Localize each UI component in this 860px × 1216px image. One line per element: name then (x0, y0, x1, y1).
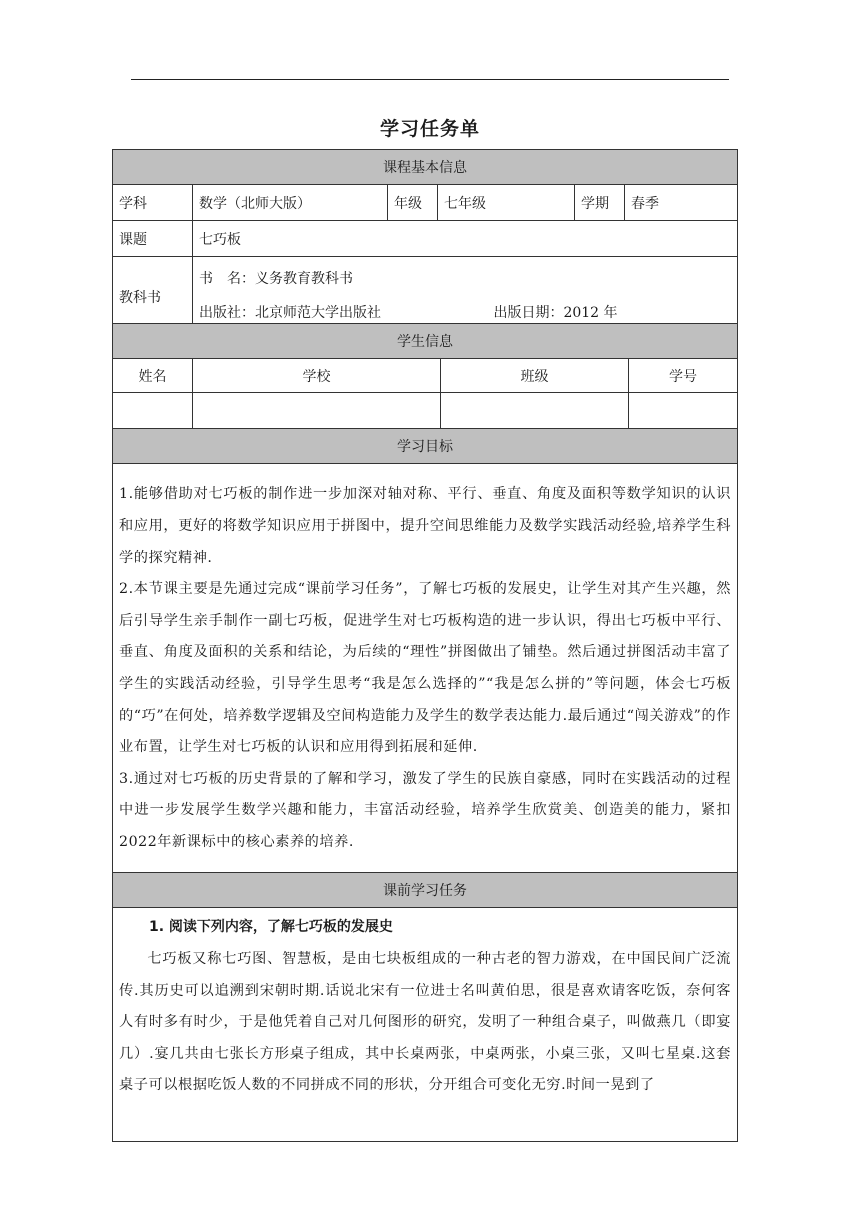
class-field[interactable] (441, 393, 629, 429)
school-field[interactable] (193, 393, 441, 429)
grade-label: 年级 (388, 185, 438, 221)
task-text: 七巧板又称七巧图、智慧板，是由七块板组成的一种古老的智力游戏，在中国民间广泛流传.其历史可以追溯到宋朝时期.话说北宋有一位进士名叫黄伯思，很是喜欢请客吃饭，奈何客人有时多有时少，于是他凭着自己对几何图形的研究，发明了一种组合桌子，叫做燕几（即宴几）.宴几共由七张长方形桌子组成，其中长桌两张，中桌两张，小桌三张，又叫七星桌.这套桌子可以根据吃饭人数的不同拼成不同的形状，分开组合可变化无穷.时间一晃到了 (119, 951, 731, 1094)
course-info-section: 课程基本信息 (113, 150, 738, 185)
publisher: 出版社：北京师范大学出版社 (199, 305, 381, 321)
subject-value: 数学（北师大版） (193, 185, 388, 221)
objective-item: 2.本节课主要是先通过完成“课前学习任务”，了解七巧板的发展史，让学生对其产生兴趣，然后引导学生亲手制作一副七巧板，促进学生对七巧板构造的进一步认识，得出七巧板中平行、垂直、角度及面积的关系和结论，为后续的“理性”拼图做出了铺垫。然后通过拼图活动丰富了学生的实践活动经验，引导学生思考“我是怎么选择的”“我是怎么拼的”等问题，体会七巧板的“巧”在何处，培养数学逻辑及空间构造能力及学生的数学表达能力.最后通过“闯关游戏”的作业布置，让学生对七巧板的认识和应用得到拓展和延伸. (119, 581, 731, 756)
task-sheet-table (112, 149, 738, 334)
student-info-table (112, 323, 738, 1142)
school-header: 学校 (193, 359, 441, 393)
textbook-row (113, 257, 738, 334)
term-value: 春季 (625, 185, 738, 221)
objective-item: 1.能够借助对七巧板的制作进一步加深对轴对称、平行、垂直、角度及面积等数学知识的认识和应用，更好的将数学知识应用于拼图中，提升空间思维能力及数学实践活动经验,培养学生科学的探究精神. (119, 486, 731, 566)
student-info-section: 学生信息 (113, 324, 738, 359)
pre-class-header-row (113, 873, 738, 908)
student-values-row (113, 393, 738, 429)
objectives-content (113, 464, 738, 873)
grade-value: 七年级 (438, 185, 575, 221)
subject-label: 学科 (113, 185, 193, 221)
objectives-row (113, 464, 738, 873)
objectives-section: 学习目标 (113, 429, 738, 464)
pre-class-content (113, 908, 738, 1142)
student-id-field[interactable] (629, 393, 738, 429)
name-field[interactable] (113, 393, 193, 429)
objective-item: 3.通过对七巧板的历史背景的了解和学习，激发了学生的民族自豪感，同时在实践活动的过程中进一步发展学生数学兴趣和能力，丰富活动经验，培养学生欣赏美、创造美的能力，紧扣2022年新课标中的核心素养的培养. (119, 770, 731, 850)
textbook-label: 教科书 (113, 257, 193, 334)
name-header: 姓名 (113, 359, 193, 393)
book-name: 书 名：义务教育教科书 (199, 271, 353, 287)
topic-row (113, 221, 738, 257)
student-columns-row (113, 359, 738, 393)
student-id-header: 学号 (629, 359, 738, 393)
pre-class-row (113, 908, 738, 1142)
student-info-header-row (113, 324, 738, 359)
pre-class-section: 课前学习任务 (113, 873, 738, 908)
objectives-header-row (113, 429, 738, 464)
topic-label: 课题 (113, 221, 193, 257)
subject-row (113, 185, 738, 221)
document-title: 学习任务单 (379, 118, 480, 140)
term-label: 学期 (575, 185, 625, 221)
publication-date: 出版日期：2012 年 (493, 305, 618, 321)
topic-value: 七巧板 (193, 221, 738, 257)
header-rule (131, 79, 729, 80)
task-heading: 1. 阅读下列内容，了解七巧板的发展史 (149, 919, 393, 935)
textbook-details (193, 257, 738, 334)
class-header: 班级 (441, 359, 629, 393)
course-info-header-row (113, 150, 738, 185)
